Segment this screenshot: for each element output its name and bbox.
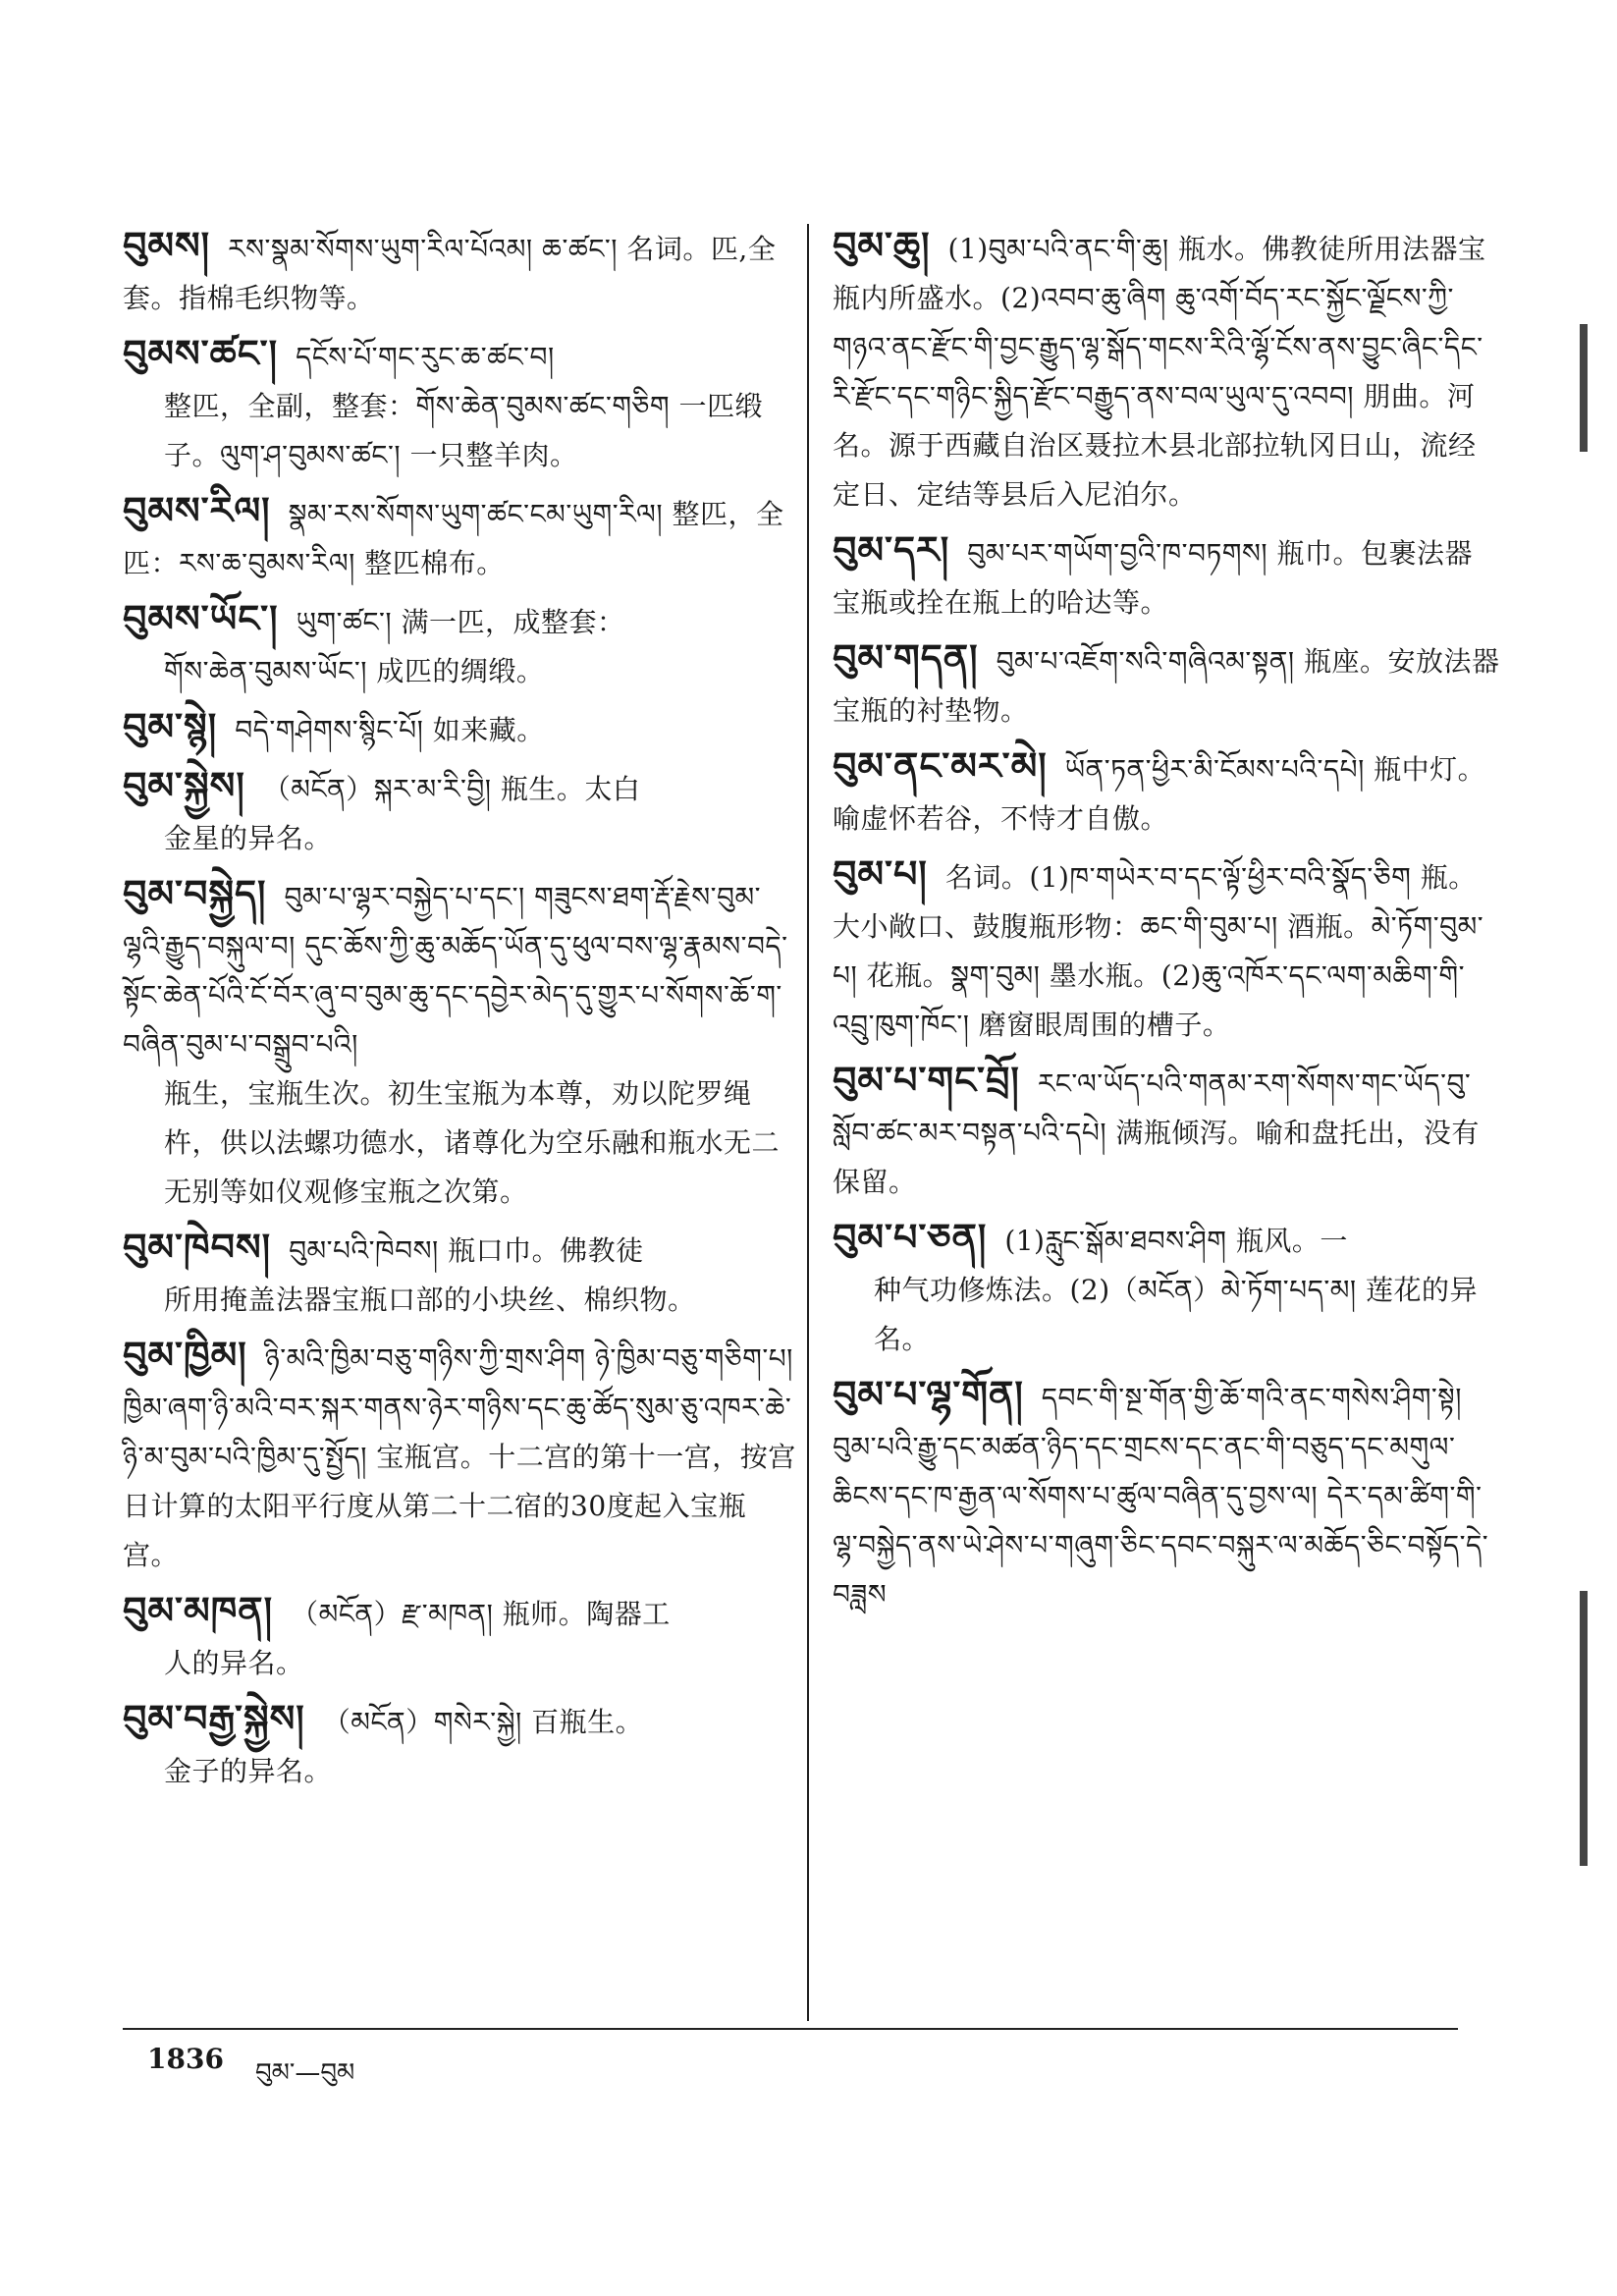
scan-edge-mark — [1580, 324, 1588, 452]
dictionary-entry — [123, 221, 800, 323]
entry-definition: 金星的异名。 — [164, 822, 333, 854]
entry-definition: (1)བུམ་པའི་ནང་གི་ཆུ། 瓶水。佛教徒所用法器宝瓶内所盛水。(2)འབབ་ཆུ་ཞིག ཆུ་འགོ་བོད་རང་སྐྱོང་ལྗོངས་ཀྱི་གཉའ་ནང་རྫོང་གི་བྱང་རྒྱུད་ལྷ་སྒོད་གངས་རིའི་ལྷོ་ངོས་ནས་བྱུང་ཞིང་དིང་རི་རྫོང་དང་གཉིང་སྐྱིད་རྫོང་བརྒྱུད་ནས་བལ་ཡུལ་དུ་འབབ། 朋曲。河名。源于西藏自治区聂拉木县北部拉轨冈日山，流经定日、定结等县后入尼泊尔。 — [833, 233, 1486, 511]
dictionary-entry — [123, 594, 800, 696]
entry-headword: བུམ་སྙེ། — [123, 705, 218, 748]
dictionary-entry — [123, 486, 800, 588]
entry-definition: གོས་ཆེན་བུམས་ཡོང་། 成匹的绸缎。 — [164, 655, 545, 687]
entry-definition: རང་ལ་ཡོད་པའི་གནམ་རག་སོགས་གང་ཡོད་བུ་སློབ་ཚང་མར་བསྟན་པའི་དཔེ། 满瓶倾泻。喻和盘托出，没有保留。 — [833, 1067, 1480, 1198]
footer-rule — [123, 2028, 1458, 2030]
dictionary-entry — [833, 1056, 1500, 1207]
running-head: བུམ་—བུམ — [255, 2058, 355, 2088]
dictionary-entry — [123, 702, 800, 755]
entry-headword: བུམ་པ། — [833, 852, 928, 896]
right-column — [833, 221, 1500, 1625]
entry-headword: བུམ་སྐྱེས། — [123, 764, 245, 807]
entry-definition: ཡོན་ཏན་ཕྱིར་མི་ངོམས་པའི་དཔེ། 瓶中灯。喻虚怀若谷，不恃才自傲。 — [833, 753, 1486, 835]
entry-headword: བུམ་གདན། — [833, 636, 979, 680]
dictionary-entry — [833, 525, 1500, 628]
entry-headword: བུམ་ཁེབས། — [123, 1226, 272, 1269]
dictionary-entry — [123, 761, 800, 863]
dictionary-entry — [833, 849, 1500, 1050]
dictionary-entry — [833, 633, 1500, 736]
entry-headword: བུམ་དར། — [833, 528, 950, 572]
entry-definition: དབང་གི་སྔ་གོན་གྱི་ཆོ་གའི་ནང་གསེས་ཤིག་སྟེ། བུམ་པའི་རྒྱུ་དང་མཚན་ཉིད་དང་གྲངས་དང་ནང་གི་བཅུད་དང་མགུལ་ཆིངས་དང་ཁ་རྒྱན་ལ་སོགས་པ་ཚུལ་བཞིན་དུ་བྱས་ལ། དེར་དམ་ཚིག་གི་ལྷ་བསྐྱེད་ནས་ཡེ་ཤེས་པ་གཞུག་ཅིང་དབང་བསྐུར་ལ་མཆོད་ཅིང་བསྟོད་དེ་བཟླས — [833, 1382, 1489, 1611]
entry-definition: 金子的异名。 — [164, 1755, 333, 1787]
dictionary-entry — [123, 329, 800, 480]
dictionary-entry — [833, 1213, 1500, 1364]
dictionary-entry — [123, 1586, 800, 1688]
entry-headword: བུམ་ནང་མར་མེ། — [833, 744, 1048, 788]
entry-definition: 整匹，全副，整套：གོས་ཆེན་བུམས་ཚང་གཅིག 一匹缎子。ལུག་ཤ་བུམས་ཚང་། 一只整羊肉。 — [164, 390, 763, 471]
entry-headword: བུམ་པ་ཅན། — [833, 1216, 988, 1259]
entry-headword: བུམ་བརྒྱ་སྐྱེས། — [123, 1697, 305, 1740]
entry-headword: བུམ་ཁྱིམ། — [123, 1334, 247, 1377]
entry-definition: སྣམ་རས་སོགས་ཡུག་ཚང་ངམ་ཡུག་རིལ། 整匹，全匹：རས་ཆ་བུམས་རིལ། 整匹棉布。 — [123, 498, 784, 579]
entry-definition: བུམ་པར་གཡོག་བྱའི་ཁ་བཏགས། 瓶巾。包裹法器宝瓶或拴在瓶上的哈达等。 — [833, 537, 1474, 619]
entry-definition: 种气功修炼法。(2)（མངོན）མེ་ཏོག་པད་མ། 莲花的异名。 — [874, 1274, 1478, 1355]
entry-definition: བུམ་པ་འཇོག་སའི་གཞིའམ་སྟན། 瓶座。安放法器宝瓶的衬垫物。 — [833, 645, 1500, 727]
entry-definition: བུམ་པ་ལྷར་བསྐྱེད་པ་དང་། གཟུངས་ཐག་རྡོ་རྗེས་བུམ་ལྷའི་རྒྱུད་བསྐུལ་བ། དུང་ཆོས་ཀྱི་ཆུ་མཆོད་ཡོན་དུ་ཕུལ་བས་ལྷ་རྣམས་བདེ་སྟོང་ཆེན་པོའི་ངོ་བོར་ཞུ་བ་བུམ་ཆུ་དང་དབྱེར་མེད་དུ་གྱུར་པ་སོགས་ཆོ་ག་བཞིན་བུམ་པ་བསྒྲུབ་པའི། — [123, 881, 788, 1061]
entry-headword: བུམས་རིལ། — [123, 489, 271, 532]
entry-definition: （མངོན）གསེར་སྐྱེ། 百瓶生。 — [322, 1706, 644, 1738]
entry-definition: （མངོན）སྐར་མ་རི་བྱི། 瓶生。太白 — [262, 773, 641, 805]
entry-definition: ཡུག་ཚང་། 满一匹，成整套： — [296, 606, 625, 638]
column-divider — [807, 224, 809, 2021]
entry-headword: བུམ་ཆུ། — [833, 224, 931, 267]
left-column — [123, 221, 800, 1802]
dictionary-entry — [833, 741, 1500, 844]
entry-headword: བུམ་མཁན། — [123, 1589, 274, 1632]
entry-definition: བདེ་གཤེགས་སྙིང་པོ། 如来藏。 — [235, 714, 545, 746]
entry-headword: བུམ་བསྐྱེད། — [123, 872, 267, 915]
dictionary-entry — [833, 1370, 1500, 1619]
entry-definition: དངོས་པོ་གང་རུང་ཆ་ཚང་བ། — [296, 341, 555, 373]
page-number: 1836 — [147, 2043, 224, 2075]
entry-definition: (1)རླུང་སྒོམ་ཐབས་ཤིག 瓶风。一 — [1004, 1225, 1348, 1257]
entry-definition: 所用掩盖法器宝瓶口部的小块丝、棉织物。 — [164, 1284, 696, 1316]
entry-headword: བུམས་ཡོང་། — [123, 597, 279, 640]
entry-definition: ཉི་མའི་ཁྱིམ་བཅུ་གཉིས་ཀྱི་གྲས་ཤིག ཉེ་ཁྱིམ་བཅུ་གཅིག་པ། ཁྱིམ་ཞག་ཉི་མའི་བར་སྐར་གནས་ཉེར་གཉིས་དང་ཆུ་ཚོད་སུམ་ཅུ་འཁར་ཆེ་ཉི་མ་བུམ་པའི་ཁྱིམ་དུ་སྤྱོད། 宝瓶宫。十二宫的第十一宫，按宫日计算的太阳平行度从第二十二宿的30度起入宝瓶宫。 — [123, 1342, 796, 1571]
entry-definition: བུམ་པའི་ཁེབས། 瓶口巾。佛教徒 — [289, 1234, 644, 1267]
entry-definition: རས་སྣམ་སོགས་ཡུག་རིལ་པོའམ། ཆ་ཚང་། 名词。匹,全套。指棉毛织物等。 — [123, 233, 777, 314]
entry-headword: བུམས། — [123, 224, 211, 267]
dictionary-entry — [833, 221, 1500, 519]
dictionary-entry — [123, 1331, 800, 1580]
dictionary-entry — [123, 1223, 800, 1325]
entry-headword: བུམ་པ་གང་བྲོ། — [833, 1059, 1020, 1102]
entry-headword: བུམ་པ་ལྷ་གོན། — [833, 1373, 1024, 1416]
entry-definition: 名词。(1)ཁ་གཡེར་བ་དང་ལྟོ་ཕྱིར་བའི་སྣོད་ཅིག 瓶。大小敞口、鼓腹瓶形物：ཆང་གི་བུམ་པ། 酒瓶。མེ་ཏོག་བུམ་པ། 花瓶。སྣག་བུམ། 墨水瓶。(2)ཆུ་འཁོར་དང་ལག་མཆིག་གི་འབྲུ་ཁུག་ཁོང་། 磨窗眼周围的槽子。 — [833, 861, 1484, 1041]
entry-definition: （མངོན）རྫ་མཁན། 瓶师。陶器工 — [291, 1598, 671, 1630]
scan-edge-mark — [1580, 1591, 1588, 1866]
dictionary-entry — [123, 869, 800, 1217]
entry-headword: བུམས་ཚང་། — [123, 332, 279, 375]
dictionary-entry — [123, 1694, 800, 1796]
entry-definition: 瓶生，宝瓶生次。初生宝瓶为本尊，劝以陀罗绳杵，供以法螺功德水，诸尊化为空乐融和瓶水无二无别等如仪观修宝瓶之次第。 — [164, 1077, 781, 1208]
entry-definition: 人的异名。 — [164, 1647, 304, 1679]
